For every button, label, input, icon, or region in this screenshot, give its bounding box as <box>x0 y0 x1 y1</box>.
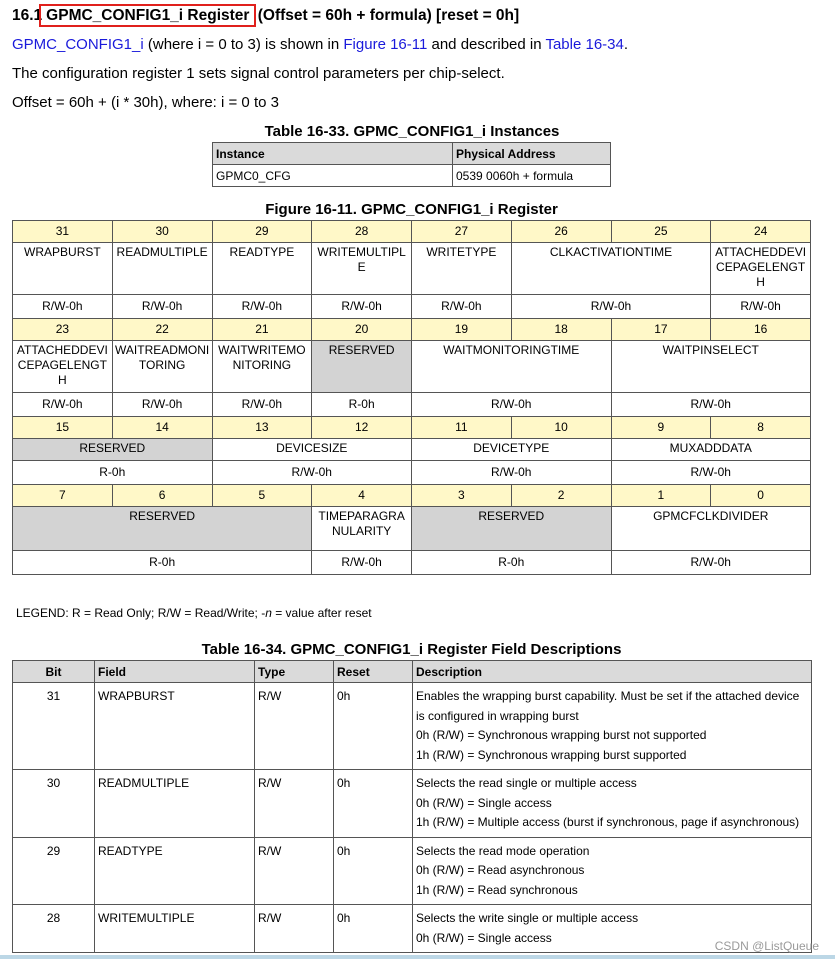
field-access: R/W-0h <box>112 295 212 319</box>
register-field: DEVICESIZE <box>212 439 412 461</box>
field-access: R-0h <box>312 393 412 417</box>
description-line: 0h (R/W) = Single access <box>416 795 552 810</box>
description-line: Selects the read mode operation <box>416 843 590 858</box>
figure-caption: Figure 16-11. GPMC_CONFIG1_i Register <box>265 201 558 218</box>
field-row <box>13 837 812 905</box>
watermark: CSDN @ListQueue <box>714 939 819 953</box>
bit-number: 25 <box>611 221 711 243</box>
field-access: R/W-0h <box>312 551 412 575</box>
register-title: GPMC_CONFIG1_i Register <box>46 7 250 24</box>
bit-number: 8 <box>711 417 811 439</box>
field-description <box>413 770 812 838</box>
bit-number: 29 <box>212 221 312 243</box>
intro-line-1 <box>12 35 628 55</box>
description-line: 1h (R/W) = Read synchronous <box>416 882 578 897</box>
field-bit: 28 <box>13 905 95 953</box>
bit-number: 3 <box>412 485 512 507</box>
bit-number: 23 <box>13 319 113 341</box>
access-row <box>13 461 811 485</box>
intro-text-b: and described in <box>427 36 546 53</box>
field-access: R/W-0h <box>412 295 512 319</box>
access-row <box>13 551 811 575</box>
bit-number-row <box>13 221 811 243</box>
bit-number: 21 <box>212 319 312 341</box>
description-line: 0h (R/W) = Read asynchronous <box>416 863 585 877</box>
bit-number: 1 <box>611 485 711 507</box>
bit-number: 24 <box>711 221 811 243</box>
reserved-field: RESERVED <box>312 341 412 393</box>
intro-line-2: The configuration register 1 sets signal control parameters per chip-select. <box>12 65 505 82</box>
bit-number: 30 <box>112 221 212 243</box>
instances-row <box>213 165 611 187</box>
bit-number: 7 <box>13 485 113 507</box>
bit-number: 10 <box>511 417 611 439</box>
field-name-row <box>13 507 811 551</box>
register-field: MUXADDDATA <box>611 439 811 461</box>
field-access: R/W-0h <box>511 295 711 319</box>
field-name-row <box>13 341 811 393</box>
access-row <box>13 393 811 417</box>
register-bitmap-table <box>12 220 811 575</box>
section-offset-reset: (Offset = 60h + formula) [reset = 0h] <box>257 7 520 24</box>
field-access: R-0h <box>13 551 312 575</box>
field-row <box>13 905 812 953</box>
field-access: R-0h <box>13 461 213 485</box>
register-field: WAITPINSELECT <box>611 341 811 393</box>
field-name-row <box>13 243 811 295</box>
bit-number: 19 <box>412 319 512 341</box>
register-field: WRAPBURST <box>13 243 113 295</box>
field-descriptions-table <box>12 660 812 953</box>
bit-number: 22 <box>112 319 212 341</box>
register-field: GPMCFCLKDIVIDER <box>611 507 811 551</box>
bit-number: 26 <box>511 221 611 243</box>
fields-header-cell: Description <box>413 661 812 683</box>
field-access: R/W-0h <box>212 295 312 319</box>
table-link[interactable]: Table 16-34 <box>545 36 624 53</box>
field-access: R/W-0h <box>13 393 113 417</box>
bit-number: 27 <box>412 221 512 243</box>
intro-line-3: Offset = 60h + (i * 30h), where: i = 0 to 3 <box>12 94 279 111</box>
fields-header-cell: Field <box>95 661 255 683</box>
register-field: WAITMONITORINGTIME <box>412 341 612 393</box>
field-name: WRAPBURST <box>95 683 255 770</box>
field-bit: 30 <box>13 770 95 838</box>
field-access: R/W-0h <box>13 295 113 319</box>
field-reset: 0h <box>334 683 413 770</box>
fields-header-cell: Type <box>255 661 334 683</box>
register-link[interactable]: GPMC_CONFIG1_i <box>12 36 144 53</box>
register-field: WRITEMULTIPLE <box>312 243 412 295</box>
description-line: Enables the wrapping burst capability. Must be set if the attached device is configured in wrapping burst <box>416 689 800 723</box>
field-access: R/W-0h <box>212 461 412 485</box>
bit-number: 18 <box>511 319 611 341</box>
field-access: R/W-0h <box>611 551 811 575</box>
fields-header-cell: Reset <box>334 661 413 683</box>
bit-number: 12 <box>312 417 412 439</box>
bit-number-row <box>13 319 811 341</box>
bit-number: 13 <box>212 417 312 439</box>
field-type: R/W <box>255 683 334 770</box>
field-type: R/W <box>255 837 334 905</box>
instances-cell: GPMC0_CFG <box>213 165 453 187</box>
bit-number: 6 <box>112 485 212 507</box>
bit-number-row <box>13 485 811 507</box>
bit-number: 28 <box>312 221 412 243</box>
reserved-field: RESERVED <box>13 507 312 551</box>
bit-number: 20 <box>312 319 412 341</box>
bit-number: 17 <box>611 319 711 341</box>
bit-number: 9 <box>611 417 711 439</box>
register-field: WAITWRITEMONITORING <box>212 341 312 393</box>
field-access: R/W-0h <box>711 295 811 319</box>
register-field: READTYPE <box>212 243 312 295</box>
description-line: 1h (R/W) = Synchronous wrapping burst supported <box>416 747 687 762</box>
field-access: R-0h <box>412 551 612 575</box>
field-reset: 0h <box>334 837 413 905</box>
bit-number: 11 <box>412 417 512 439</box>
field-bit: 31 <box>13 683 95 770</box>
field-name: WRITEMULTIPLE <box>95 905 255 953</box>
instances-header-cell: Instance <box>213 143 453 165</box>
reserved-field: RESERVED <box>412 507 612 551</box>
bit-number: 15 <box>13 417 113 439</box>
field-description <box>413 683 812 770</box>
description-line: Selects the read single or multiple access <box>416 776 637 790</box>
bit-number: 4 <box>312 485 412 507</box>
bottom-strip <box>0 955 835 959</box>
legend <box>16 606 372 620</box>
reserved-field: RESERVED <box>13 439 213 461</box>
field-name: READMULTIPLE <box>95 770 255 838</box>
field-access: R/W-0h <box>112 393 212 417</box>
access-row <box>13 295 811 319</box>
register-field: ATTACHEDDEVICEPAGELENGTH <box>13 341 113 393</box>
instances-header-cell: Physical Address <box>453 143 611 165</box>
register-field: TIMEPARAGRANULARITY <box>312 507 412 551</box>
bit-number: 16 <box>711 319 811 341</box>
intro-text-a: (where i = 0 to 3) is shown in <box>143 36 344 53</box>
field-type: R/W <box>255 770 334 838</box>
register-field: ATTACHEDDEVICEPAGELENGTH <box>711 243 811 295</box>
section-number: 16.1 <box>12 7 43 24</box>
description-line: 0h (R/W) = Synchronous wrapping burst not supported <box>416 728 707 742</box>
section-heading <box>12 6 519 26</box>
bit-number: 0 <box>711 485 811 507</box>
instances-cell: 0539 0060h + formula <box>453 165 611 187</box>
description-line: 0h (R/W) = Single access <box>416 930 552 945</box>
bit-number: 31 <box>13 221 113 243</box>
field-access: R/W-0h <box>412 393 612 417</box>
field-name: READTYPE <box>95 837 255 905</box>
legend-n: n <box>265 606 272 620</box>
description-line: 1h (R/W) = Multiple access (burst if synchronous, page if asynchronous) <box>416 815 800 829</box>
register-field: WAITREADMONITORING <box>112 341 212 393</box>
field-access: R/W-0h <box>611 393 811 417</box>
description-line: Selects the write single or multiple access <box>416 911 639 925</box>
field-access: R/W-0h <box>412 461 612 485</box>
field-name-row <box>13 439 811 461</box>
register-field: READMULTIPLE <box>112 243 212 295</box>
field-description <box>413 837 812 905</box>
bit-number: 2 <box>511 485 611 507</box>
bit-number-row <box>13 417 811 439</box>
figure-link[interactable]: Figure 16-11 <box>343 36 428 53</box>
instances-caption: Table 16-33. GPMC_CONFIG1_i Instances <box>264 123 560 140</box>
field-access: R/W-0h <box>611 461 811 485</box>
instances-table <box>212 142 611 187</box>
legend-text-a: LEGEND: R = Read Only; R/W = Read/Write; - <box>16 606 266 620</box>
field-access: R/W-0h <box>312 295 412 319</box>
register-field: DEVICETYPE <box>412 439 612 461</box>
field-reset: 0h <box>334 905 413 953</box>
register-title-highlight <box>42 7 253 24</box>
bit-number: 14 <box>112 417 212 439</box>
field-type: R/W <box>255 905 334 953</box>
bit-number: 5 <box>212 485 312 507</box>
field-reset: 0h <box>334 770 413 838</box>
field-row <box>13 683 812 770</box>
legend-text-b: = value after reset <box>271 606 372 620</box>
fields-header-cell: Bit <box>13 661 95 683</box>
register-field: CLKACTIVATIONTIME <box>511 243 711 295</box>
register-field: WRITETYPE <box>412 243 512 295</box>
intro-text-c: . <box>623 36 629 53</box>
field-access: R/W-0h <box>212 393 312 417</box>
fields-caption: Table 16-34. GPMC_CONFIG1_i Register Field Descriptions <box>201 641 622 658</box>
field-row <box>13 770 812 838</box>
field-bit: 29 <box>13 837 95 905</box>
